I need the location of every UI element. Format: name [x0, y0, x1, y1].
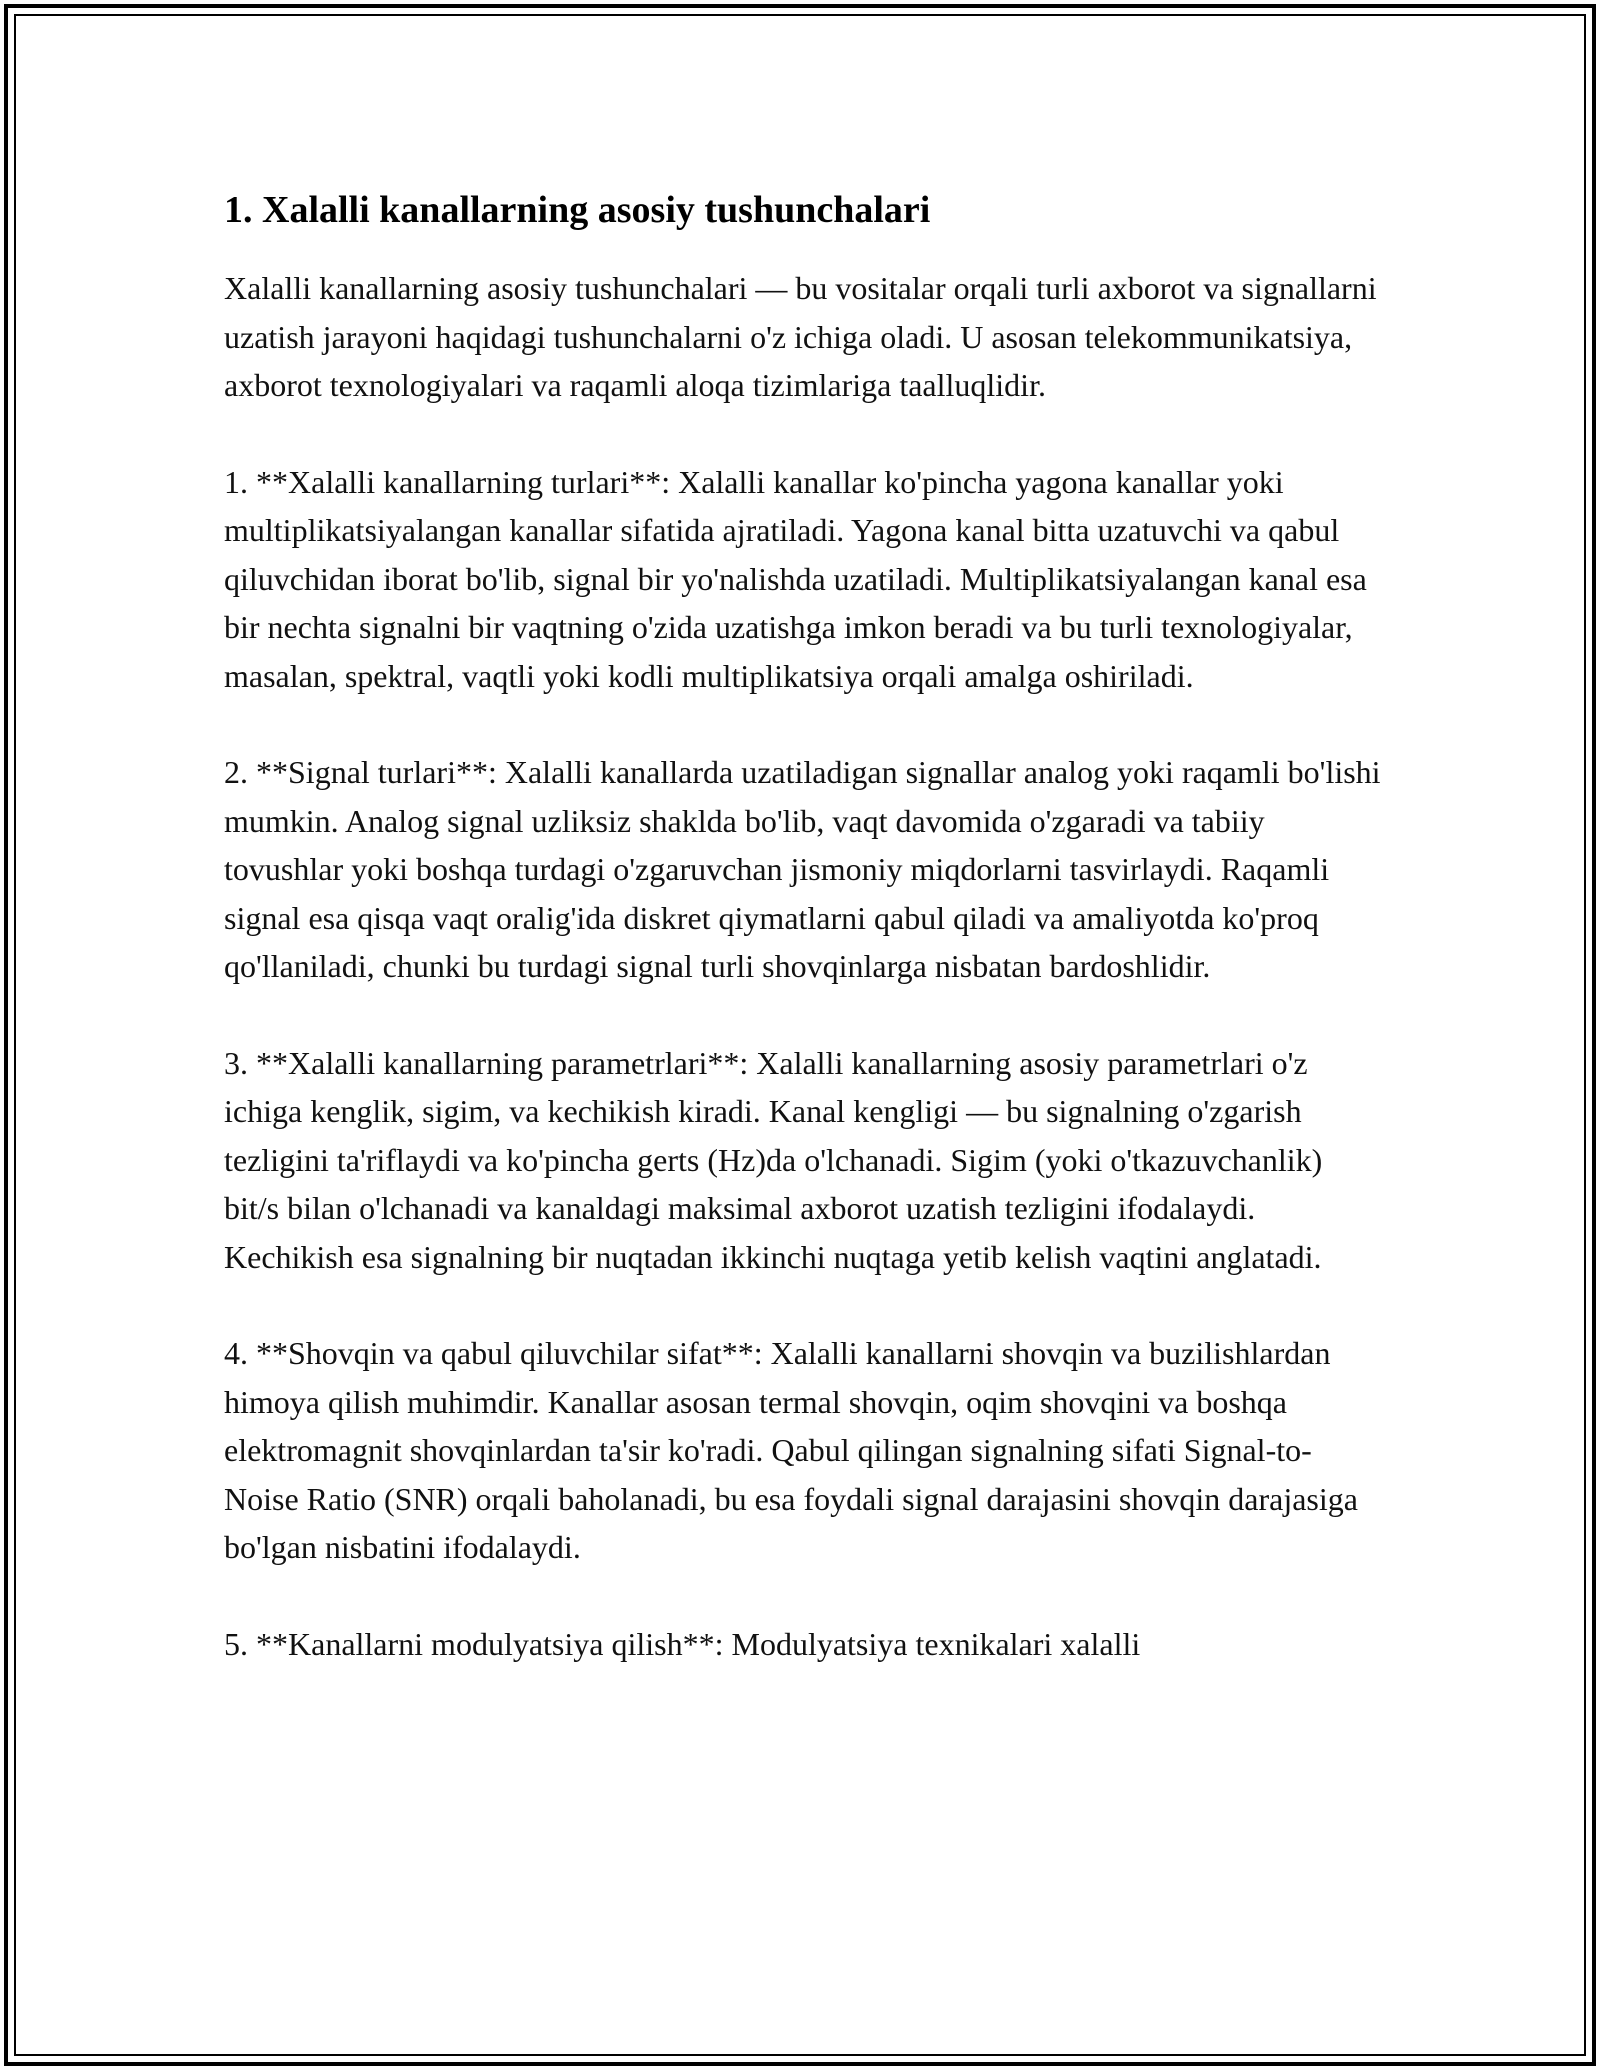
- section-heading: 1. Xalalli kanallarning asosiy tushunchalari: [224, 189, 931, 231]
- list-item-signal-types: 2. **Signal turlari**: Xalalli kanallarda uzatiladigan signallar analog yoki raqamli bo'lishi mumkin. Analog signal uzliksiz shaklda bo'lib, vaqt davomida o'zgaradi va tabiiy tovushlar yoki boshqa turdagi o'zgaruvchan jismoniy miqdorlarni tasvirlaydi. Raqamli signal esa qisqa vaqt oralig'ida diskret qiymatlarni qabul qiladi va amaliyotda ko'proq qo'llaniladi, chunki bu turdagi signal turli shovqinlarga nisbatan bardoshlidir.: [224, 754, 1381, 984]
- list-item-channel-types: 1. **Xalalli kanallarning turlari**: Xalalli kanallar ko'pincha yagona kanallar yoki multiplikatsiyalangan kanallar sifatida ajratiladi. Yagona kanal bitta uzatuvchi va qabul qiluvchidan iborat bo'lib, signal bir yo'nalishda uzatiladi. Multiplikatsiyalangan kanal esa bir nechta signalni bir vaqtning o'zida uzatishga imkon beradi va bu turli texnologiyalar, masalan, spektral, vaqtli yoki kodli multiplikatsiya orqali amalga oshiriladi.: [224, 463, 1367, 694]
- document-body: [224, 180, 1384, 1716]
- list-item-modulation: 5. **Kanallarni modulyatsiya qilish**: Modulyatsiya texnikalari xalalli: [224, 1625, 1141, 1662]
- list-item-channel-parameters: 3. **Xalalli kanallarning parametrlari**: Xalalli kanallarning asosiy parametrlari o'z ichiga kenglik, sigim, va kechikish kiradi. Kanal kengligi — bu signalning o'zgarish tezligini ta'riflaydi va ko'pincha gerts (Hz)da o'lchanadi. Sigim (yoki o'tkazuvchanlik) bit/s bilan o'lchanadi va kanaldagi maksimal axborot uzatish tezligini ifodalaydi. Kechikish esa signalning bir nuqtadan ikkinchi nuqtaga yetib kelish vaqtini anglatadi.: [224, 1044, 1323, 1275]
- intro-paragraph: Xalalli kanallarning asosiy tushunchalari — bu vositalar orqali turli axborot va signallarni uzatish jarayoni haqidagi tushunchalarni o'z ichiga oladi. U asosan telekommunikatsiya, axborot texnologiyalari va raqamli aloqa tizimlariga taalluqlidir.: [224, 270, 1377, 403]
- list-item-noise-quality: 4. **Shovqin va qabul qiluvchilar sifat**: Xalalli kanallarni shovqin va buzilishlardan himoya qilish muhimdir. Kanallar asosan termal shovqin, oqim shovqini va boshqa elektromagnit shovqinlardan ta'sir ko'radi. Qabul qilingan signalning sifati Signal-to-Noise Ratio (SNR) orqali baholanadi, bu esa foydali signal darajasini shovqin darajasiga bo'lgan nisbatini ifodalaydi.: [224, 1335, 1358, 1565]
